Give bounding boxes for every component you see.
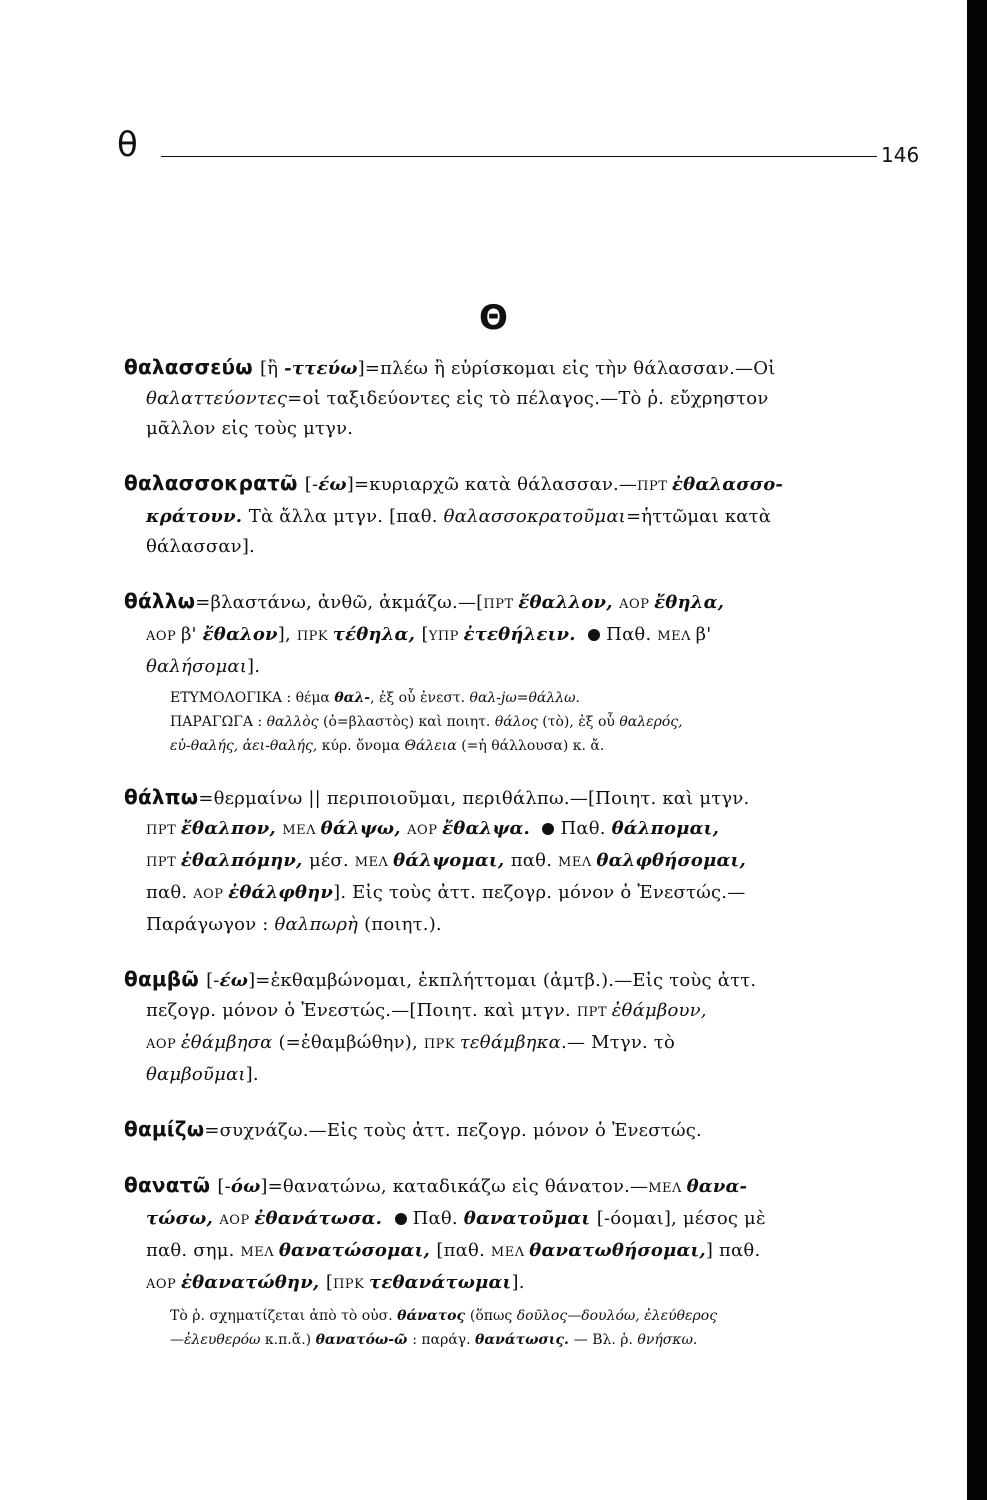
- entry-line: [124, 384, 924, 414]
- entry-text: θνήσκω.: [637, 1332, 698, 1348]
- entry-line: [124, 964, 924, 996]
- entry-text: [παθ.: [436, 1240, 491, 1261]
- entry-line: [124, 814, 924, 846]
- headword: θαμβῶ: [124, 967, 207, 991]
- entry-text: θαλ-jω=θάλλω.: [469, 690, 580, 706]
- entry-note-line: [124, 1328, 924, 1352]
- entry-text: ΑΟΡ: [407, 823, 443, 838]
- entry-text: (τὸ), ἐξ οὗ: [542, 714, 620, 730]
- page-header: [117, 125, 923, 168]
- dictionary-entries: [124, 352, 924, 1376]
- dictionary-entry: [124, 586, 924, 758]
- entry-text: θάλασσαν].: [146, 536, 255, 557]
- entry-text: ΜΕΛ: [657, 629, 696, 644]
- entry-text: Παράγωγον :: [146, 914, 275, 935]
- entry-text: Τὰ ἄλλα μτγν. [παθ.: [248, 506, 444, 527]
- entry-text: [: [325, 1272, 334, 1293]
- entry-text: [-: [217, 1176, 231, 1197]
- entry-text: Παθ.: [560, 818, 612, 839]
- entry-text: τεθάμβηκα: [459, 1032, 562, 1053]
- entry-text: θανατόω-ῶ: [315, 1332, 413, 1348]
- entry-text: ἔθηλα,: [654, 592, 725, 613]
- entry-text: ].: [511, 1272, 525, 1293]
- entry-text: [-: [206, 970, 220, 991]
- entry-text: Παθ.: [606, 624, 658, 645]
- bullet-icon: [588, 629, 600, 641]
- entry-text: ἐθαλπόμην,: [180, 850, 309, 871]
- entry-line: [124, 846, 924, 878]
- entry-text: ΠΡΤ: [483, 597, 519, 612]
- entry-text: παθ.: [146, 882, 194, 903]
- entry-line: [124, 652, 924, 682]
- entry-text: θανατώσομαι,: [278, 1240, 437, 1261]
- entry-text: έω: [318, 474, 347, 495]
- entry-text: θαμβοῦμαι: [146, 1064, 246, 1085]
- entry-text: θαλήσομαι: [146, 656, 248, 677]
- entry-text: θανα-: [686, 1176, 748, 1197]
- entry-text: —ἐλευθερόω: [170, 1332, 265, 1348]
- header-letter: θ: [117, 125, 138, 165]
- entry-text: κράτουν.: [146, 506, 249, 527]
- entry-text: κύρ. ὄνομα: [321, 738, 405, 754]
- bullet-icon: [542, 823, 554, 835]
- entry-text: ]=ἐκθαμβώνομαι, ἐκπλήττομαι (ἀμτβ.).—Εἰς τοὺς ἀττ.: [248, 970, 757, 991]
- entry-text: ΜΕΛ: [282, 823, 321, 838]
- entry-line: [124, 468, 924, 502]
- entry-text: ],: [277, 624, 297, 645]
- bullet-icon: [395, 1213, 407, 1225]
- entry-text: ΑΟΡ: [619, 597, 655, 612]
- headword: θάλπω: [124, 785, 199, 809]
- dictionary-entry: [124, 1170, 924, 1352]
- entry-text: Τὸ ῥ. σχηματίζεται ἀπὸ τὸ οὐσ.: [170, 1308, 398, 1324]
- entry-line: [124, 1060, 924, 1090]
- entry-text: τέθηλα,: [332, 624, 422, 645]
- entry-line: [124, 782, 924, 814]
- entry-text: (=ἡ θάλλουσα) κ. ἄ.: [461, 738, 605, 754]
- entry-text: ΠΑΡΑΓΩΓΑ :: [170, 714, 267, 730]
- entry-text: Παθ.: [412, 1208, 464, 1229]
- entry-line: [124, 1114, 924, 1146]
- entry-text: β': [180, 624, 203, 645]
- entry-text: [-: [304, 474, 319, 495]
- entry-text: ]=πλέω ἢ εὑρίσκομαι εἰς τὴν θάλασσαν.—Οἱ: [357, 358, 776, 379]
- entry-text: θανατοῦμαι: [463, 1208, 597, 1229]
- entry-text: μᾶλλον εἰς τοὺς μτγν.: [146, 418, 354, 439]
- entry-text: δοῦλος—δουλόω, ἐλεύθερος: [516, 1308, 718, 1324]
- entry-text: ΜΕΛ: [490, 1245, 530, 1260]
- dictionary-entry: [124, 468, 924, 562]
- entry-text: θάλος: [494, 714, 543, 730]
- entry-note-line: [124, 734, 924, 758]
- entry-text: ΑΟΡ: [146, 1277, 181, 1292]
- entry-text: θάλψομαι,: [393, 850, 511, 871]
- entry-text: (=ἐθαμβώθην),: [278, 1032, 424, 1053]
- entry-note-line: [124, 1304, 924, 1328]
- entry-text: ΜΕΛ: [648, 1181, 687, 1196]
- scan-edge: [967, 0, 987, 1500]
- entry-text: παθ. σημ.: [146, 1240, 241, 1261]
- entry-line: [124, 1028, 924, 1060]
- entry-text: ]=θανατώνω, καταδικάζω εἰς θάνατον.—: [260, 1176, 649, 1197]
- entry-text: τεθανάτωμαι: [369, 1272, 512, 1293]
- entry-text: β': [695, 624, 712, 645]
- headword: θαλασσεύω: [124, 355, 261, 379]
- entry-text: ΠΡΚ: [333, 1277, 370, 1292]
- entry-text: εὐ-θαλής, ἀει-θαλής,: [170, 738, 322, 754]
- entry-text: ΠΡΤ: [146, 823, 181, 838]
- entry-text: =βλαστάνω, ἀνθῶ, ἀκμάζω.—[: [195, 592, 484, 613]
- entry-line: [124, 620, 924, 652]
- entry-line: [124, 996, 924, 1028]
- entry-text: ΠΡΤ: [637, 479, 673, 494]
- entry-text: ΠΡΚ: [296, 629, 333, 644]
- headword: θαλασσοκρατῶ: [124, 471, 305, 495]
- entry-text: Θάλεια: [404, 738, 462, 754]
- dictionary-entry: [124, 782, 924, 940]
- entry-text: θαλασσοκρατοῦμαι: [443, 506, 626, 527]
- entry-text: ἐθαλασσο-: [672, 474, 784, 495]
- entry-line: [124, 878, 924, 910]
- entry-text: ΠΡΚ: [423, 1037, 460, 1052]
- entry-text: (ὅπως: [469, 1308, 517, 1324]
- entry-text: ]=κυριαρχῶ κατὰ θάλασσαν.—: [346, 474, 638, 495]
- entry-text: έω: [219, 970, 249, 991]
- entry-line: [124, 502, 924, 532]
- entry-text: [ἢ: [260, 358, 285, 379]
- entry-text: — Βλ. ῥ.: [573, 1332, 638, 1348]
- entry-line: [124, 910, 924, 940]
- entry-text: ΜΕΛ: [558, 855, 597, 870]
- entry-text: πεζογρ. μόνον ὁ Ἐνεστώς.—[Ποιητ. καὶ μτγν.: [146, 1000, 577, 1021]
- entry-text: , ἐξ οὗ ἐνεστ.: [370, 690, 470, 706]
- entry-text: θαλπωρὴ: [274, 914, 365, 935]
- dictionary-entry: [124, 352, 924, 444]
- entry-text: ].: [247, 656, 261, 677]
- entry-text: ] παθ.: [705, 1240, 761, 1261]
- entry-text: ἔθαλπον,: [180, 818, 283, 839]
- entry-text: ἐτεθήλειν.: [463, 624, 583, 645]
- entry-text: θαλ-: [334, 690, 371, 706]
- entry-text: [-όομαι], μέσος μὲ: [596, 1208, 766, 1229]
- entry-text: θάλπομαι,: [611, 818, 720, 839]
- entry-note-line: [124, 710, 924, 734]
- entry-text: θαλλὸς: [266, 714, 323, 730]
- headword: θανατῶ: [124, 1173, 218, 1197]
- entry-note-line: [124, 686, 924, 710]
- entry-text: .— Μτγν. τὸ: [561, 1032, 676, 1053]
- entry-text: ΜΕΛ: [354, 855, 394, 870]
- entry-text: ΑΟΡ: [219, 1213, 255, 1228]
- entry-text: όω: [230, 1176, 261, 1197]
- entry-text: ἐθάμβησα: [180, 1032, 279, 1053]
- entry-text: : παράγ.: [412, 1332, 476, 1348]
- entry-text: θαλφθήσομαι,: [596, 850, 746, 871]
- entry-text: ΜΕΛ: [240, 1245, 279, 1260]
- entry-text: ἐθάλφθην: [228, 882, 334, 903]
- entry-text: θαλαττεύοντες: [146, 388, 288, 409]
- entry-text: [: [421, 624, 429, 645]
- entry-text: =οἱ ταξιδεύοντες εἰς τὸ πέλαγος.—Τὸ ῥ. εὔχρηστον: [287, 388, 769, 409]
- entry-line: [124, 1170, 924, 1204]
- entry-text: θάνατος: [397, 1308, 470, 1324]
- entry-text: ἐθανατώθην,: [180, 1272, 326, 1293]
- dictionary-entry: [124, 1114, 924, 1146]
- entry-text: ΕΤΥΜΟΛΟΓΙΚΑ : θέμα: [170, 690, 335, 706]
- entry-text: ἔθαλψα.: [442, 818, 537, 839]
- entry-line: [124, 414, 924, 444]
- section-letter: Θ: [479, 298, 508, 338]
- entry-text: μέσ.: [308, 850, 355, 871]
- entry-line: [124, 586, 924, 620]
- entry-text: ἐθάμβουν,: [611, 1000, 707, 1021]
- entry-text: ΑΟΡ: [193, 887, 229, 902]
- entry-text: ΑΟΡ: [146, 1037, 181, 1052]
- entry-text: κ.π.ἄ.): [264, 1332, 316, 1348]
- entry-text: ]. Εἰς τοὺς ἀττ. πεζογρ. μόνον ὁ Ἐνεστώς.—: [333, 882, 746, 903]
- entry-line: [124, 1204, 924, 1236]
- headword: θάλλω: [124, 589, 196, 613]
- page-number: 146: [881, 143, 920, 167]
- entry-text: (ποιητ.).: [364, 914, 442, 935]
- entry-line: [124, 352, 924, 384]
- entry-text: =συχνάζω.—Εἰς τοὺς ἀττ. πεζογρ. μόνον ὁ Ἐνεστώς.: [204, 1120, 702, 1141]
- entry-text: (ὁ=βλαστὸς) καὶ ποιητ.: [322, 714, 495, 730]
- dictionary-entry: [124, 964, 924, 1090]
- header-rule: [161, 156, 877, 157]
- entry-text: ἔθαλον: [202, 624, 278, 645]
- entry-text: ΑΟΡ: [146, 629, 181, 644]
- entry-text: θάλψω,: [320, 818, 408, 839]
- headword: θαμίζω: [124, 1117, 205, 1141]
- entry-text: =ἡττῶμαι κατὰ: [625, 506, 772, 527]
- entry-text: ἔθαλλον,: [518, 592, 620, 613]
- entry-text: -ττεύω: [284, 358, 358, 379]
- entry-text: ΥΠΡ: [428, 629, 464, 644]
- entry-line: [124, 532, 924, 562]
- entry-text: θαλερός,: [619, 714, 683, 730]
- entry-text: ΠΡΤ: [576, 1005, 612, 1020]
- entry-text: παθ.: [510, 850, 559, 871]
- entry-text: τώσω,: [146, 1208, 220, 1229]
- entry-text: ΠΡΤ: [146, 855, 181, 870]
- entry-text: θανάτωσις.: [475, 1332, 574, 1348]
- entry-text: ἐθανάτωσα.: [254, 1208, 389, 1229]
- entry-line: [124, 1268, 924, 1300]
- entry-text: =θερμαίνω || περιποιοῦμαι, περιθάλπω.—[Ποιητ. καὶ μτγν.: [198, 788, 750, 809]
- entry-text: θανατωθήσομαι,: [529, 1240, 706, 1261]
- entry-text: ].: [245, 1064, 259, 1085]
- entry-line: [124, 1236, 924, 1268]
